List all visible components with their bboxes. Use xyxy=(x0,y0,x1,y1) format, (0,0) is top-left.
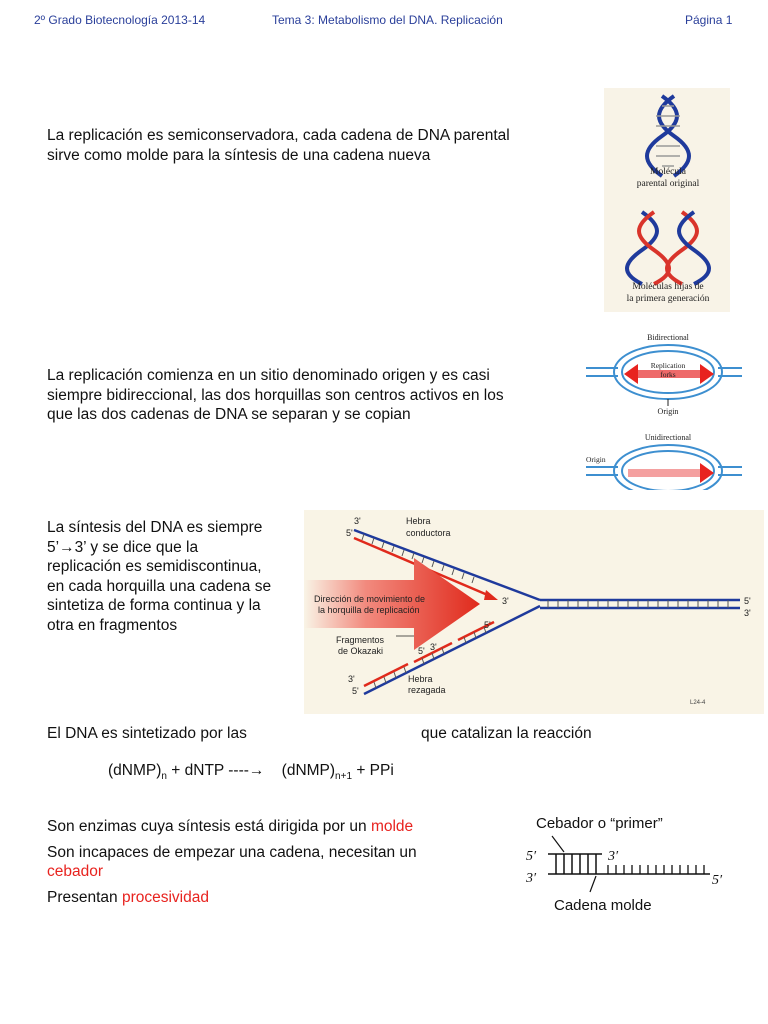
section2-text xyxy=(47,366,504,425)
section1-line1: La replicación es semiconservadora, cada cadena de DNA parental xyxy=(47,127,510,144)
parent-helix-icon xyxy=(647,96,689,176)
reaction-dnmp: (dNMP) xyxy=(108,762,162,779)
section5-line1-text: Son enzimas cuya síntesis está dirigida por un xyxy=(47,818,371,835)
parent-label-2: parental original xyxy=(636,179,700,189)
section2-line2: siempre bidireccional, las dos horquillas son centros activos en los xyxy=(47,386,504,404)
origin-bottom-label: Origin xyxy=(657,407,679,416)
label-3-bottom: 3' xyxy=(348,674,355,684)
section3-line1: La síntesis del DNA es siempre xyxy=(47,519,263,536)
section1-text xyxy=(47,126,510,165)
header-page-number: Página 1 xyxy=(685,13,733,27)
label-3-top: 3' xyxy=(354,516,361,526)
parent-label-1: Molécula xyxy=(650,167,686,177)
bidirectional-label: Bidirectional xyxy=(647,333,689,342)
label-5-top: 5' xyxy=(346,528,353,538)
reaction-dnmp2: (dNMP) xyxy=(281,762,336,779)
primer-label: Cebador o “primer” xyxy=(536,815,663,832)
section3-line4: en cada horquilla una cadena se xyxy=(47,577,272,595)
forks-label: forks xyxy=(660,370,676,379)
section5-line3-text: Presentan xyxy=(47,888,122,906)
label-3-right-bottom: 3' xyxy=(744,608,751,618)
replication-fork-figure xyxy=(304,510,764,714)
hebra-rezagada-2: rezagada xyxy=(408,685,446,695)
replication-label: Replication xyxy=(650,361,686,370)
section2-line1: La replicación comienza en un sitio denominado origen y es casi xyxy=(47,367,490,384)
label-5-bottom: 5' xyxy=(352,686,359,696)
reaction-plus-dntp: + dNTP ----→ xyxy=(171,762,265,779)
section5-text xyxy=(47,817,417,907)
reaction-equation xyxy=(108,761,394,787)
hebra-rezagada-1: Hebra xyxy=(408,674,433,684)
hebra-conductora-2: conductora xyxy=(406,528,451,538)
section5-line3 xyxy=(47,888,417,908)
daughter-helix-left-icon xyxy=(627,212,669,284)
template-3-end: 3′ xyxy=(526,871,537,886)
reaction-plus-ppi: + PPi xyxy=(356,762,394,779)
label-5-right-top: 5' xyxy=(744,596,751,606)
primer-template-figure xyxy=(520,810,760,920)
daughter-helix-right-icon xyxy=(667,212,709,284)
primer-3-end: 3′ xyxy=(608,849,619,864)
daughter-label-2: la primera generación xyxy=(626,294,710,304)
section2-line3: que las dos cadenas de DNA se separan y se copian xyxy=(47,406,411,423)
origin-left-label: Origin xyxy=(586,455,606,464)
unidirectional-label: Unidirectional xyxy=(644,433,692,442)
section3-line2: 5’→3’ y se dice que la xyxy=(47,538,199,556)
label-3-frag-a: 3' xyxy=(430,642,437,652)
section5-line1 xyxy=(47,817,417,837)
cebador-highlight: cebador xyxy=(47,863,104,880)
bidirectional-figure xyxy=(584,330,744,490)
label-5-frag-a: 5' xyxy=(484,620,491,630)
section3-text xyxy=(47,518,271,635)
section3-line5: sintetiza de forma continua y la xyxy=(47,597,261,614)
section4-left-text: El DNA es sintetizado por las xyxy=(47,725,247,742)
direction-label-2: la horquilla de replicación xyxy=(318,605,420,615)
hebra-conductora-1: Hebra xyxy=(406,516,431,526)
fragmentos-label-2: de Okazaki xyxy=(338,646,384,656)
label-5-frag-b: 5' xyxy=(418,646,425,656)
daughter-label-1: Moléculas hijas de xyxy=(632,282,704,292)
reaction-sub-n: n xyxy=(161,771,167,783)
section4-right-text: que catalizan la reacción xyxy=(421,725,592,742)
section3-line6: otra en fragmentos xyxy=(47,616,178,634)
primer-5-end: 5′ xyxy=(526,849,537,864)
molde-highlight: molde xyxy=(370,818,414,835)
section3-line3: replicación es semidiscontinua, xyxy=(47,558,262,575)
section1-line2: sirve como molde para la síntesis de una cadena nueva xyxy=(47,146,431,164)
fragmentos-label-1: Fragmentos xyxy=(336,635,385,645)
template-5-end: 5′ xyxy=(712,873,723,888)
label-3-lead: 3' xyxy=(502,596,509,606)
semiconservative-figure xyxy=(604,88,730,312)
section5-line2: Son incapaces de empezar una cadena, necesitan un xyxy=(47,843,417,861)
template-label: Cadena molde xyxy=(554,897,652,914)
header-course: 2º Grado Biotecnología 2013-14 xyxy=(34,13,206,27)
direction-label-1: Dirección de movimiento de xyxy=(314,594,426,604)
reaction-sub-n1: n+1 xyxy=(335,771,353,783)
header-topic: Tema 3: Metabolismo del DNA. Replicación xyxy=(272,13,503,27)
procesividad-highlight: procesividad xyxy=(121,888,209,906)
figure-code: L24-4 xyxy=(690,700,706,706)
